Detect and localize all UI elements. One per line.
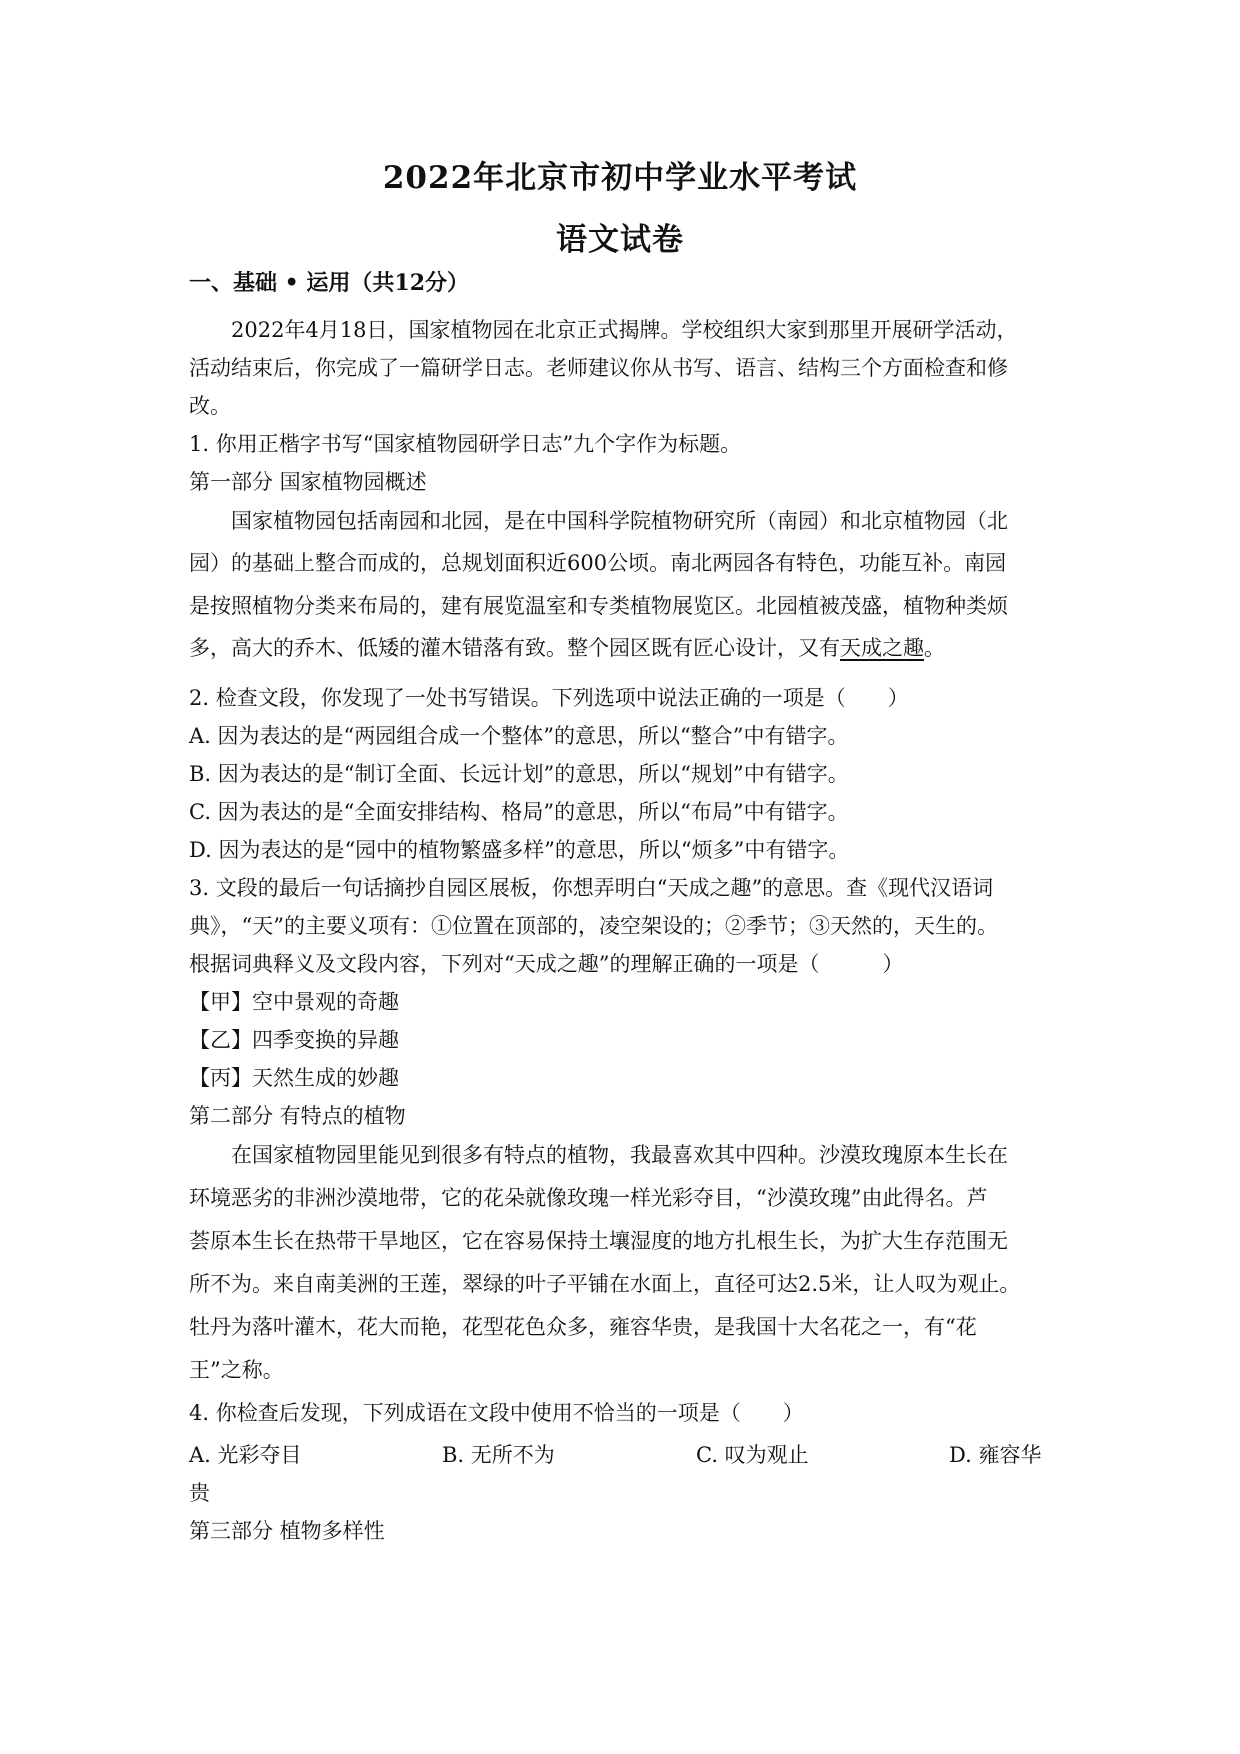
intro-line: 2022年4月18日，国家植物园在北京正式揭牌。学校组织大家到那里开展研学活动， <box>231 318 1018 342</box>
question-3-stem: 根据词典释义及文段内容，下列对“天成之趣”的理解正确的一项是（ ） <box>189 952 904 976</box>
question-4-option-a: A. 光彩夺目 <box>189 1443 302 1467</box>
part1-title: 第一部分 国家植物园概述 <box>189 470 427 494</box>
question-3-option: 【丙】天然生成的妙趣 <box>189 1066 399 1090</box>
part1-para-line: 是按照植物分类来布局的，建有展览温室和专类植物展览区。北园植被茂盛，植物种类烦 <box>189 594 1008 618</box>
question-2-option: A. 因为表达的是“两园组合成一个整体”的意思，所以“整合”中有错字。 <box>189 724 849 748</box>
exam-title: 2022年北京市初中学业水平考试 <box>382 160 858 196</box>
part1-para-text: 多，高大的乔木、低矮的灌木错落有致。整个园区既有匠心设计，又有 <box>189 636 840 660</box>
intro-line: 活动结束后，你完成了一篇研学日志。老师建议你从书写、语言、结构三个方面检查和修 <box>189 356 1008 380</box>
question-2-option: D. 因为表达的是“园中的植物繁盛多样”的意思，所以“烦多”中有错字。 <box>189 838 850 862</box>
question-2-option: B. 因为表达的是“制订全面、长远计划”的意思，所以“规划”中有错字。 <box>189 762 849 786</box>
part3-title: 第三部分 植物多样性 <box>189 1519 385 1543</box>
question-2-option: C. 因为表达的是“全面安排结构、格局”的意思，所以“布局”中有错字。 <box>189 800 849 824</box>
question-4-option-b: B. 无所不为 <box>442 1443 555 1467</box>
question-3-option: 【甲】空中景观的奇趣 <box>189 990 399 1014</box>
question-4-stem: 4. 你检查后发现，下列成语在文段中使用不恰当的一项是（ ） <box>189 1401 804 1425</box>
intro-line: 改。 <box>189 394 231 418</box>
exam-subtitle: 语文试卷 <box>556 222 684 258</box>
part2-para-line: 荟原本生长在热带干旱地区，它在容易保持土壤湿度的地方扎根生长，为扩大生存范围无 <box>189 1229 1008 1253</box>
part1-para-line <box>189 634 945 662</box>
part1-para-line: 园）的基础上整合而成的，总规划面积近600公顷。南北两园各有特色，功能互补。南园 <box>189 551 1007 575</box>
question-4-option-c: C. 叹为观止 <box>696 1443 809 1467</box>
question-2-stem: 2. 检查文段，你发现了一处书写错误。下列选项中说法正确的一项是（ ） <box>189 686 909 710</box>
question-3-stem: 3. 文段的最后一句话摘抄自园区展板，你想弄明白“天成之趣”的意思。查《现代汉语词 <box>189 876 994 900</box>
question-3-option: 【乙】四季变换的异趣 <box>189 1028 399 1052</box>
part2-para-line: 所不为。来自南美洲的王莲，翠绿的叶子平铺在水面上，直径可达2.5米，让人叹为观止。 <box>189 1272 1021 1296</box>
section1-heading: 一、基础 • 运用（共12分） <box>189 270 469 296</box>
part1-para-line: 国家植物园包括南园和北园，是在中国科学院植物研究所（南园）和北京植物园（北 <box>231 509 1008 533</box>
question-1: 1. 你用正楷字书写“国家植物园研学日志”九个字作为标题。 <box>189 432 742 456</box>
part2-title: 第二部分 有特点的植物 <box>189 1104 406 1128</box>
question-4-option-d: D. 雍容华 <box>949 1443 1042 1467</box>
part1-para-end: 。 <box>924 636 945 660</box>
part2-para-line: 环境恶劣的非洲沙漠地带，它的花朵就像玫瑰一样光彩夺目，“沙漠玫瑰”由此得名。芦 <box>189 1186 988 1210</box>
part2-para-line: 王”之称。 <box>189 1358 284 1382</box>
underlined-phrase: 天成之趣 <box>840 636 924 660</box>
question-3-stem: 典》，“天”的主要义项有：①位置在顶部的，凌空架设的；②季节；③天然的，天生的。 <box>189 914 998 938</box>
part2-para-line: 在国家植物园里能见到很多有特点的植物，我最喜欢其中四种。沙漠玫瑰原本生长在 <box>231 1143 1008 1167</box>
question-4-option-wrap: 贵 <box>189 1481 210 1505</box>
part2-para-line: 牡丹为落叶灌木，花大而艳，花型花色众多，雍容华贵，是我国十大名花之一，有“花 <box>189 1315 977 1339</box>
